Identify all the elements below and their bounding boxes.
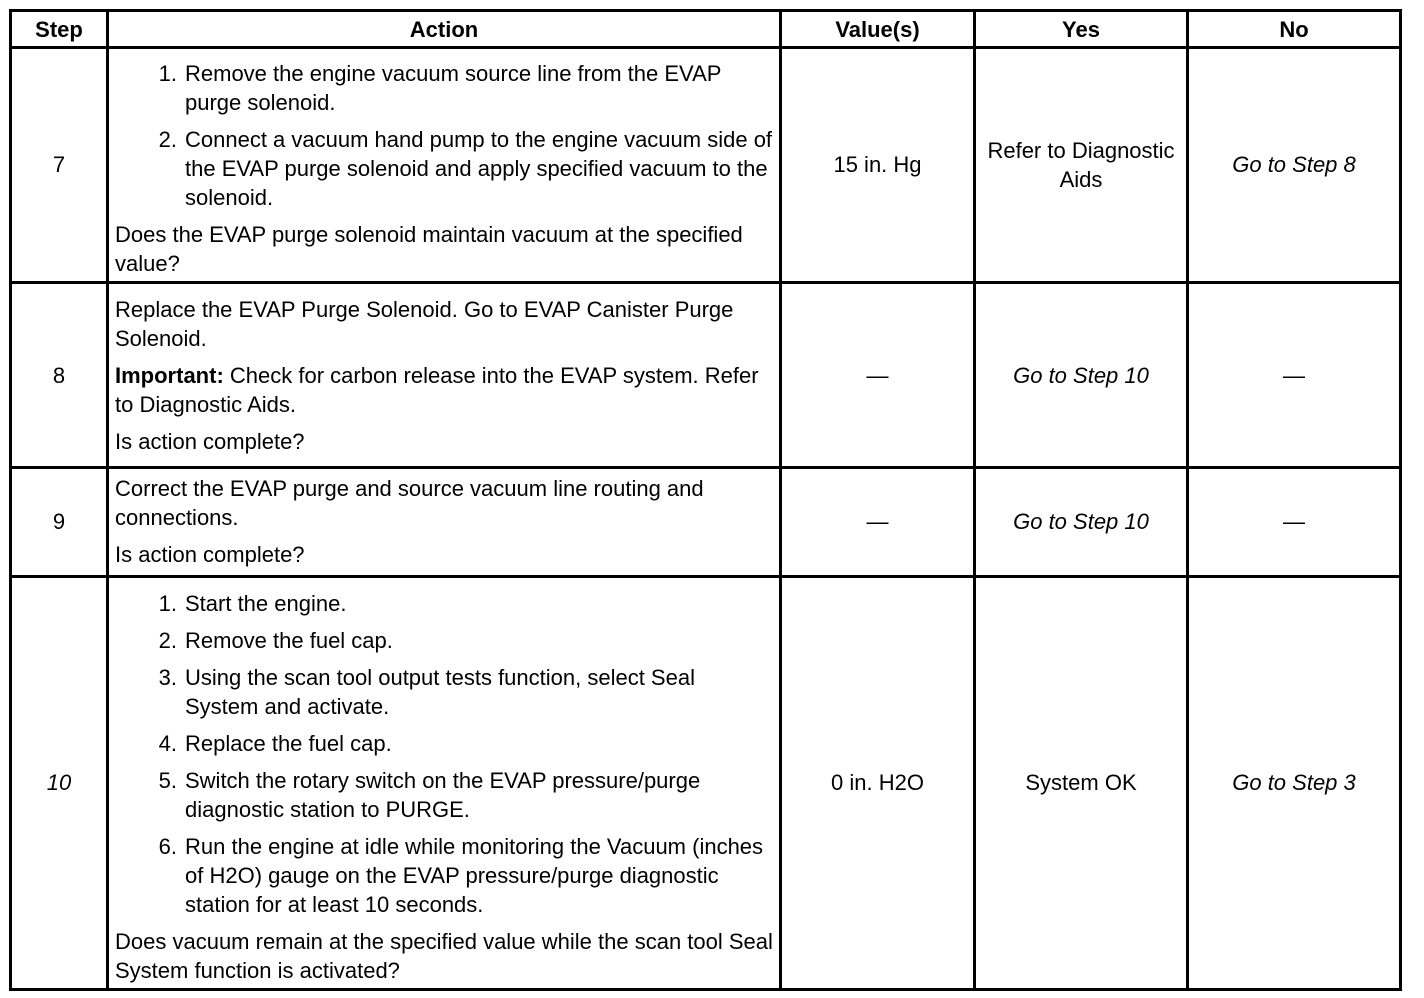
- step-number: 10: [11, 576, 108, 989]
- item-number: 1.: [158, 61, 177, 87]
- item-number: 3.: [158, 664, 177, 690]
- step-number: 7: [11, 48, 108, 283]
- action-list: [115, 59, 773, 212]
- important-label: Important:: [115, 362, 224, 388]
- step-number: 8: [11, 282, 108, 468]
- item-number: 4.: [158, 730, 177, 756]
- important-note: [115, 361, 773, 419]
- list-item: [115, 125, 773, 212]
- item-text: Remove the engine vacuum source line from the EVAP purge solenoid.: [185, 61, 722, 116]
- item-text: Remove the fuel cap.: [185, 627, 393, 653]
- item-text: Using the scan tool output tests function, select Seal System and activate.: [185, 664, 695, 719]
- header-step: Step: [11, 11, 108, 48]
- important-text: Check for carbon release into the EVAP system. Refer to Diagnostic Aids.: [115, 362, 759, 417]
- no-cell: Go to Step 8: [1188, 48, 1401, 283]
- header-no: No: [1188, 11, 1401, 48]
- item-text: Start the engine.: [185, 590, 347, 616]
- header-yes: Yes: [975, 11, 1188, 48]
- yes-cell: Go to Step 10: [975, 282, 1188, 468]
- header-action: Action: [108, 11, 781, 48]
- item-text: Replace the fuel cap.: [185, 730, 392, 756]
- yes-cell: System OK: [975, 576, 1188, 989]
- list-item: [115, 663, 773, 721]
- question-text: Does the EVAP purge solenoid maintain vacuum at the specified value?: [115, 222, 743, 277]
- yes-cell: Refer to Diagnostic Aids: [975, 48, 1188, 283]
- action-list: [115, 589, 773, 919]
- item-number: 6.: [158, 833, 177, 859]
- instruction-text: Correct the EVAP purge and source vacuum line routing and connections.: [115, 476, 704, 531]
- item-number: 1.: [158, 590, 177, 616]
- value-cell: —: [781, 468, 975, 576]
- item-text: Switch the rotary switch on the EVAP pressure/purge diagnostic station to PURGE.: [185, 767, 701, 822]
- table-row-step-7: [11, 48, 1401, 283]
- list-item: [115, 832, 773, 919]
- step-number: 9: [11, 468, 108, 576]
- list-item: [115, 766, 773, 824]
- action-cell: [108, 282, 781, 468]
- action-cell: [108, 468, 781, 576]
- value-cell: —: [781, 282, 975, 468]
- list-item: [115, 59, 773, 117]
- item-text: Connect a vacuum hand pump to the engine vacuum side of the EVAP purge solenoid and apply specified vacuum to the solenoid.: [185, 127, 773, 211]
- no-cell: —: [1188, 282, 1401, 468]
- question-text: Is action complete?: [115, 428, 305, 454]
- list-item: [115, 626, 773, 655]
- question-text: Is action complete?: [115, 542, 305, 568]
- instruction-text: Replace the EVAP Purge Solenoid. Go to EVAP Canister Purge Solenoid.: [115, 296, 734, 351]
- diagnostic-table: [9, 9, 1402, 991]
- item-text: Run the engine at idle while monitoring the Vacuum (inches of H2O) gauge on the EVAP pressure/purge diagnostic station for at least 10 seconds.: [185, 833, 764, 917]
- action-cell: [108, 576, 781, 989]
- action-cell: [108, 48, 781, 283]
- no-cell: —: [1188, 468, 1401, 576]
- question-text: Does vacuum remain at the specified value while the scan tool Seal System function is activated?: [115, 928, 773, 983]
- value-cell: 0 in. H2O: [781, 576, 975, 989]
- header-values: Value(s): [781, 11, 975, 48]
- list-item: [115, 589, 773, 618]
- list-item: [115, 729, 773, 758]
- table-row-step-10: [11, 576, 1401, 989]
- item-number: 2.: [158, 127, 177, 153]
- header-row: [11, 11, 1401, 48]
- value-cell: 15 in. Hg: [781, 48, 975, 283]
- no-cell: Go to Step 3: [1188, 576, 1401, 989]
- table-row-step-9: [11, 468, 1401, 576]
- table-row-step-8: [11, 282, 1401, 468]
- yes-cell: Go to Step 10: [975, 468, 1188, 576]
- item-number: 2.: [158, 627, 177, 653]
- item-number: 5.: [158, 767, 177, 793]
